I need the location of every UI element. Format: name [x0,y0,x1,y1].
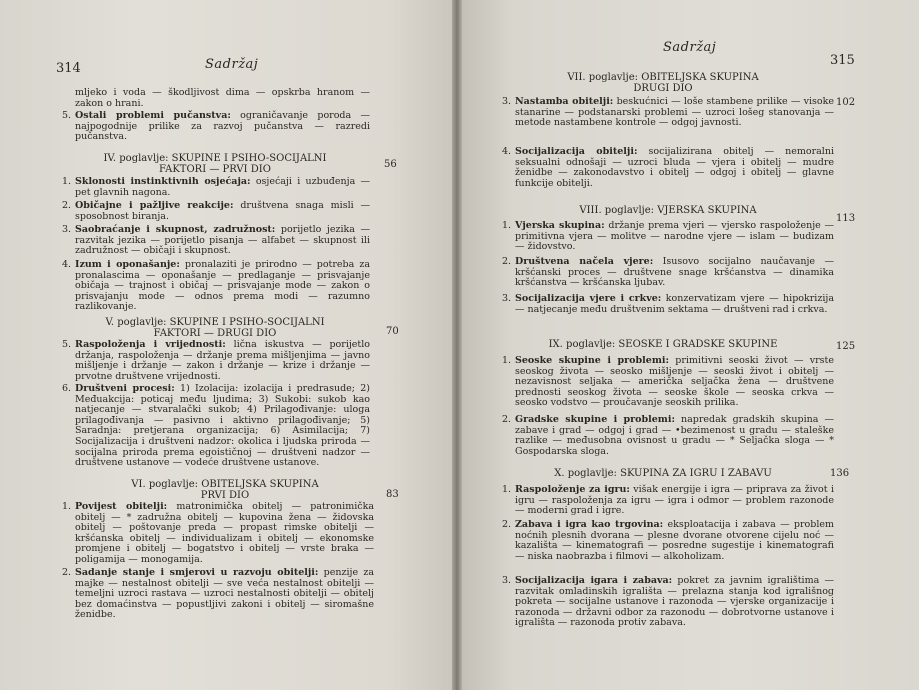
toc-entry [62,201,370,222]
toc-entry [502,576,834,629]
entry-text: ograničavanje poroda — najpogodnije prilike za razvoj pučanstva — razredi pučanstva. [75,110,370,143]
entry-title: Ostali problemi pučanstva: [75,110,231,121]
toc-entry [502,221,834,253]
right-running-header: Sadržaj [663,40,717,55]
right-page [458,0,919,690]
entry-number: 2. [62,200,72,211]
entry-title: Izum i oponašanje: [75,259,180,270]
entry-title: Nastamba obitelji: [515,96,614,107]
entry-title: Raspoloženja i vrijednosti: [75,339,226,350]
chapter-title-line2: FAKTORI — PRVI DIO [159,164,271,175]
left-running-header: Sadržaj [205,57,259,72]
entry-number: 2. [502,414,512,425]
entry-title: Socijalizacija igara i zabava: [515,575,673,586]
book-gutter [452,0,462,690]
entry-text: penzije za majke — nestalnost obitelji — sve veća nestalnost obitelji — temeljni uzroci rastava — uzroci nestalnosti obitelji — obitelj bez domaćinstva — popustljivi zakoni i obitelj — siromašne ženidbe. [75,567,374,621]
entry-text: društvena snaga misli — sposobnost biranja. [75,200,371,222]
entry-number: 1. [502,355,512,366]
entry-text: eksploatacija i zabava — problem noćnih plesnih dvorana — plesne dvorane otvorene cijelu noć — kazališta — kinematografi — posredne sugestije i kinematografi — niska naobrazba i filmovi — alkoholizam. [515,519,834,562]
entry-title: Vjerska skupina: [515,220,605,231]
toc-entry [502,97,834,129]
entry-title: Raspoloženje za igru: [515,484,630,495]
left-page [0,0,456,690]
entry-title: Socijalizacija vjere i crkve: [515,293,662,304]
toc-entry [502,520,834,562]
chapter-title-line1: V. poglavlje: SKUPINE I PSIHO-SOCIJALNI [105,317,325,328]
right-page-number: 315 [830,53,855,68]
entry-title: Sklonosti instinktivnih osjećaja: [75,176,251,187]
chapter-title-line2: DRUGI DIO [633,83,693,94]
chapter-title-line2: FAKTORI — DRUGI DIO [153,328,277,339]
chapter-title-line1: X. poglavlje: SKUPINA ZA IGRU I ZABAVU [554,468,772,479]
toc-entry [62,260,370,313]
chapter-page-number: 102 [836,97,856,108]
chapter-title-line1: VII. poglavlje: OBITELJSKA SKUPINA [567,72,759,83]
chapter-page-number: 136 [830,468,850,479]
entry-text: beskućnici — loše stambene prilike — visoke stanarine — podstanarski problemi — uzroci lošeg stanovanja — metode nastambene kontrole — odgoj javnosti. [515,96,834,129]
entry-title: Seoske skupine i problemi: [515,355,669,366]
chapter-title-line1: IX. poglavlje: SEOSKE I GRADSKE SKUPINE [548,339,778,350]
entry-number: 3. [62,224,72,235]
entry-number: 6. [62,383,72,394]
entry-number: 5. [62,339,72,350]
entry-title: Povijest obitelji: [75,501,168,512]
toc-entry [502,415,834,457]
chapter-page-number: 56 [384,159,397,170]
toc-entry [502,147,834,189]
entry-number: 3. [502,575,512,586]
chapter-heading [538,205,798,216]
entry-text: držanje prema vjeri — vjersko raspoloženje — primitivna vjera — molitve — narodne vjere — islam — budizam — židovstvo. [515,220,834,253]
toc-entry [62,384,370,469]
toc-entry [62,340,370,382]
entry-title: Običajne i pažljive reakcije: [75,200,234,211]
toc-entry [502,485,834,517]
entry-title: Zabava i igra kao trgovina: [515,519,664,530]
entry-number: 1. [62,501,72,512]
chapter-heading [70,153,360,175]
entry-text: višak energije i igra — priprava za život i igru — raspoloženja za igru — igra i odmor — problem razonode — moderni grad i igre. [515,484,834,517]
toc-entry [502,356,834,409]
entry-title: Društvena načela vjere: [515,256,654,267]
chapter-title-line1: VIII. poglavlje: VJERSKA SKUPINA [579,205,757,216]
chapter-heading [528,72,798,94]
chapter-title-line1: VI. poglavlje: OBITELJSKA SKUPINA [131,479,319,490]
chapter-page-number: 83 [386,489,399,500]
entry-number: 2. [62,567,72,578]
chapter-title-line1: IV. poglavlje: SKUPINE I PSIHO-SOCIJALNI [103,153,327,164]
entry-text: pronalaziti je prirodno — potreba za pronalascima — oponašanje — predlaganje — prisvajanje običaja — trajnost i običaj — prisvajanje mode — zakon o prisvajanju mode — odnos prema modi — razumno razlikovanje. [75,259,370,313]
entry-number: 5. [62,110,72,121]
chapter-page-number: 125 [836,341,856,352]
chapter-heading [70,317,360,339]
toc-entry [502,294,834,315]
entry-title: Sadanje stanje i smjerovi u razvoju obitelji: [75,567,319,578]
toc-entry [62,177,370,198]
entry-number: 4. [502,146,512,157]
chapter-heading [518,468,808,479]
entry-number: 1. [62,176,72,187]
intro-continuation [62,88,370,109]
entry-number: 2. [502,256,512,267]
entry-number: 3. [502,293,512,304]
entry-text: osjećaji i uzbuđenja — pet glavnih nagona. [75,176,370,198]
entry-text: 1) Izolacija: izolacija i predrasude; 2) Međuakcija: poticaj među ljudima; 3) Sukobi: sukob kao natjecanje — stvaralački sukob; 4) Prilagođivanje: uloga prilagođivanja — pasivno i aktivno prilagođivanje; 5) Saradnja: pretjerana organizacija; 6) Asimilacija; 7) Socijalizacija i društveni nadzor: okolica i ljudska priroda — socijalna priroda prema egoističnoj — društveni nadzor — društvene ustanove — vodeće društvene ustanove. [75,383,370,469]
toc-entry [62,111,370,143]
toc-entry [62,568,374,621]
entry-number: 4. [62,259,72,270]
entry-text: socijalizirana obitelj — nemoralni seksualni odnošaji — uzroci bluda — vjera i obitelj — mudre ženidbe — zakonodavstvo i obitelj — odgoj i obitelj — glavne funkcije obitelji. [515,146,834,189]
entry-text: napredak gradskih skupina — zabave i grad — odgoj i grad — •bezimenost u gradu — staleške razlike — međusobna ovisnost u gradu — * Seljačka sloga — * Gospodarska sloga. [515,414,834,457]
chapter-title-line2: PRVI DIO [200,490,250,501]
entry-number: 3. [502,96,512,107]
entry-text: matronimička obitelj — patronimička obitelj — * zadružna obitelj — kupovina žena — židovska obitelj — poštovanje preda — propast rimske obitelji — kršćanska obitelj — individualizam i obitelj — ekonomske promjene i obitelj — bogatstvo i obitelj — vrste braka — poligamija — monogamija. [75,501,374,565]
toc-entry [502,257,834,289]
chapter-heading [518,339,808,350]
entry-number: 2. [502,519,512,530]
entry-number: 1. [502,484,512,495]
toc-entry [62,225,370,257]
toc-entry [62,502,374,566]
chapter-page-number: 113 [836,213,856,224]
entry-text: konzervatizam vjere — hipokrizija — natjecanje među društvenim sektama — društveni rad i crkva. [515,293,834,315]
entry-number: 1. [502,220,512,231]
entry-text: lična iskustva — porijetlo držanja, raspoloženja — držanje prema mišljenjima — javno mišljenje i držanje — zakon i držanje — krize i držanje — prvotne društvene vrijednosti. [75,339,371,382]
entry-title: Gradske skupine i problemi: [515,414,675,425]
entry-title: Saobraćanje i skupnost, zadružnost: [75,224,276,235]
entry-title: Socijalizacija obitelji: [515,146,638,157]
entry-title: Društveni procesi: [75,383,175,394]
entry-text: Isusovo socijalno naučavanje — kršćanski proces — društvene snage kršćanstva — dinamika kršćanstva — kršćanska ljubav. [515,256,834,289]
chapter-heading [85,479,365,501]
entry-text: mljeko i voda — škodljivost dima — opskrba hranom — zakon o hrani. [75,87,370,109]
chapter-page-number: 70 [386,326,399,337]
entry-text: porijetlo jezika — razvitak jezika — porijetlo pisanja — alfabet — skupnost ili zadružnost — običaji i skupnost. [75,224,370,257]
left-page-number: 314 [56,61,81,76]
entry-text: pokret za javnim igralištima — razvitak omladinskih igrališta — prelazna stanja kod igrališnog pokreta — socijalne ustanove i razonoda — vjerske organizacije i razonoda — državni odbor za razonodu — dobrotvorne ustanove i igrališta — razonoda protiv zabava. [515,575,834,629]
entry-text: primitivni seoski život — vrste seoskog života — seosko mišljenje — seoski život i obitelj — nezavisnost seljaka — američka seljačka žena — društvene prednosti seoskog života — seoske škole — seoska crkva — seosko vodstvo — proučavanje seoskih prilika. [515,355,834,409]
